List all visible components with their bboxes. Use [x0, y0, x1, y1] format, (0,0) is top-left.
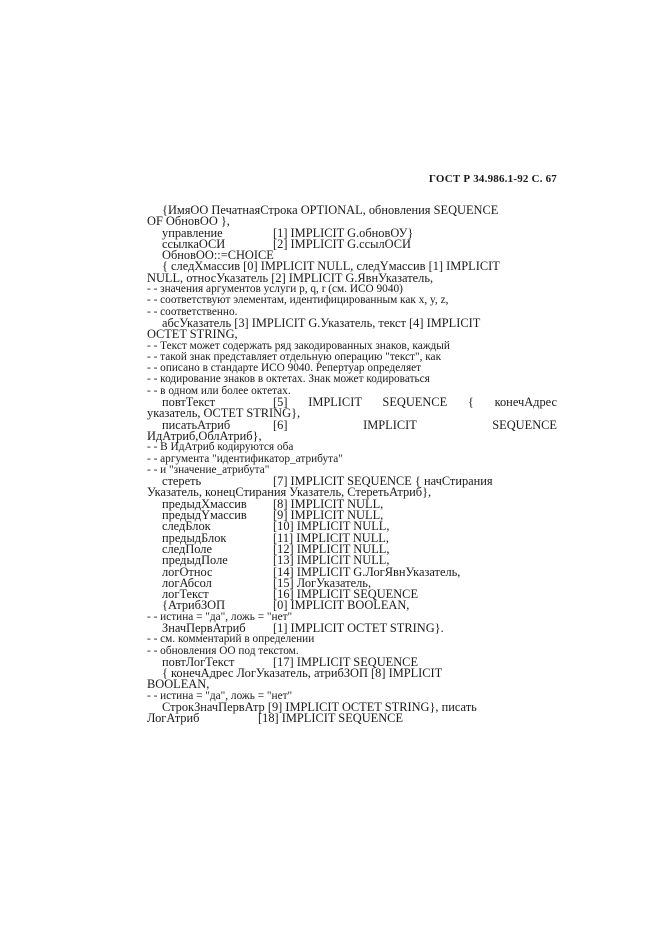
line-text: ИдАтриб,ОблАтриб},	[147, 428, 262, 443]
line-text: OF ОбновОО },	[147, 214, 230, 229]
line-text: следПоле	[162, 541, 212, 556]
line-text: - - соответствуют элементам, идентифицированным как x, y, z,	[147, 294, 449, 307]
line-definition: [1] IMPLICIT G.обновОУ}	[273, 225, 414, 240]
line-text: предыдYмассив	[162, 508, 247, 523]
line-definition: [5] IMPLICIT SEQUENCE { конечАдрес	[273, 395, 557, 410]
line-text: {ИмяОО ПечатнаяСтрока OPTIONAL, обновления SEQUENCE	[162, 205, 499, 217]
line-text: OCTET STRING,	[147, 327, 238, 342]
line-text: - - соответственно.	[147, 305, 238, 318]
line-definition: [16] IMPLICIT SEQUENCE	[273, 587, 419, 602]
line-definition: [2] IMPLICIT G.ссылОСИ	[273, 236, 411, 251]
line-text: абсУказатель [3] IMPLICIT G.Указатель, текст [4] IMPLICIT	[162, 317, 481, 330]
line-definition: [9] IMPLICIT NULL,	[273, 508, 384, 523]
line-text: ЛогАтриб	[147, 711, 200, 726]
line-text: { конечАдрес ЛогУказатель, атрибЗОП [8] IMPLICIT	[162, 668, 443, 680]
line-text: ссылкаОСИ	[162, 236, 226, 251]
line-definition: [15] ЛогУказатель,	[273, 575, 372, 590]
line-text: { следХмассив [0] IMPLICIT NULL, следYмассив [1] IMPLICIT	[162, 261, 500, 273]
line-definition: [8] IMPLICIT NULL,	[273, 496, 384, 511]
line-definition: [13] IMPLICIT NULL,	[273, 553, 390, 568]
line-text: - - кодирование знаков в октетах. Знак может кодироваться	[147, 373, 430, 386]
comment-line	[147, 307, 557, 318]
line-text: - - см. комментарий в определении	[147, 633, 315, 646]
line-text: - - аргумента "идентификатор_атрибута"	[147, 452, 343, 465]
line-definition: [17] IMPLICIT SEQUENCE	[273, 654, 419, 669]
line-text: - - истина = "да", ложь = "нет"	[147, 610, 293, 623]
line-definition: [10] IMPLICIT NULL,	[273, 519, 390, 534]
line-text: - - истина = "да", ложь = "нет"	[147, 689, 293, 702]
line-definition: [1] IMPLICIT OCTET STRING}.	[273, 620, 444, 635]
line-text: - - В ИдАтриб кодируются оба	[147, 441, 294, 454]
code-line	[147, 250, 557, 261]
line-text: писатьАтриб	[162, 417, 231, 432]
line-text: предыдПоле	[162, 553, 228, 568]
line-text: - - такой знак представляет отдельную операцию "текст", как	[147, 350, 442, 363]
line-text: логТекст	[162, 587, 209, 602]
line-definition: [11] IMPLICIT NULL,	[273, 530, 389, 545]
line-text: ОбновОО::=CHOICE	[162, 248, 274, 263]
line-text: СтрокЗначПервАтр [9] IMPLICIT OCTET STRING}, писать	[162, 700, 477, 715]
line-text: следБлок	[162, 519, 211, 534]
line-text: BOOLEAN,	[147, 677, 210, 692]
comment-line	[147, 442, 557, 453]
line-text: NULL, относУказатель [2] IMPLICIT G.ЯвнУказатель,	[147, 270, 434, 285]
comment-line	[147, 295, 557, 306]
line-text: ЗначПервАтриб	[162, 620, 246, 635]
line-text: Указатель, конецСтирания Указатель, СтеретьАтриб},	[147, 485, 432, 500]
code-line	[147, 713, 557, 724]
line-definition: [0] IMPLICIT BOOLEAN,	[273, 598, 410, 613]
line-text: повтТекст	[162, 395, 216, 410]
line-text: - - обновления ОО под текстом.	[147, 644, 299, 657]
code-line	[147, 654, 557, 669]
line-definition: [18] IMPLICIT SEQUENCE	[258, 711, 404, 726]
line-text: - - в одном или более октетах.	[147, 384, 291, 397]
document-body	[147, 205, 557, 725]
line-text: логАбсол	[162, 575, 212, 590]
line-definition: [6] IMPLICIT SEQUENCE	[273, 417, 557, 432]
line-definition: [12] IMPLICIT NULL,	[273, 541, 390, 556]
line-definition: [14] IMPLICIT G.ЛогЯвнУказатель,	[273, 564, 461, 579]
line-text: повтЛогТекст	[162, 654, 235, 669]
line-text: - - Текст может содержать ряд закодированных знаков, каждый	[147, 339, 450, 352]
line-text: {АтрибЗОП	[162, 598, 226, 613]
line-text: предыдБлок	[162, 530, 227, 545]
line-text: - - значения аргументов услуги p, q, r (см. ИСО 9040)	[147, 283, 403, 296]
code-line	[147, 600, 557, 611]
line-text: указатель, OCTET STRING},	[147, 406, 301, 421]
line-text: стереть	[162, 474, 202, 489]
page-header: ГОСТ Р 34.986.1-92 С. 67	[428, 173, 557, 185]
line-text: - - и "значение_атрибута"	[147, 463, 270, 476]
line-definition: [7] IMPLICIT SEQUENCE { начСтирания	[273, 474, 493, 489]
line-text: управление	[162, 225, 223, 240]
comment-line	[147, 634, 557, 645]
code-line	[147, 329, 557, 340]
line-text: предыдХмассив	[162, 496, 247, 511]
line-text: логОтнос	[162, 564, 213, 579]
line-text: - - описано в стандарте ИСО 9040. Репертуар определяет	[147, 362, 422, 375]
